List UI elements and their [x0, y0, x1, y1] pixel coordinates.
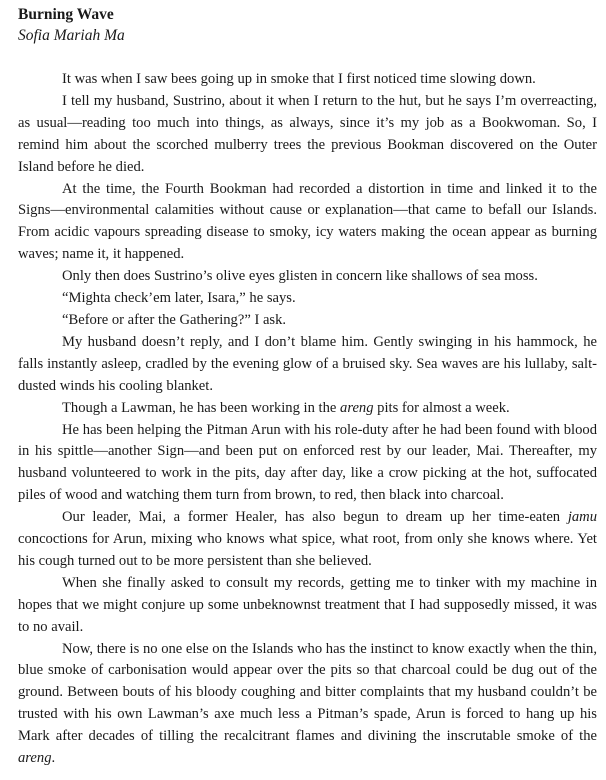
story-author: Sofia Mariah Ma: [18, 27, 125, 44]
story-paragraph: [18, 639, 597, 770]
story-paragraph: [18, 310, 597, 332]
paragraph-text: Now, there is no one else on the Islands who has the instinct to know exactly when the thin, blue smoke of carbonisation would appear over the pits so that charcoal could be dug out of the ground. Between bouts of his bloody coughing and bitter complaints that my husband couldn’t be trusted with his own Lawman’s axe much less a Pitman’s spade, Arun is forced to hang up his Mark after decades of tilling the recalcitrant flames and divining the inscrutable smoke of the: [18, 640, 597, 745]
story-paragraph: [18, 288, 597, 310]
paragraph-text: pits for almost a week.: [373, 399, 510, 416]
story-body: [18, 69, 597, 770]
document-page: [18, 4, 597, 770]
story-paragraph: [18, 332, 597, 398]
paragraph-text: My husband doesn’t reply, and I don’t blame him. Gently swinging in his hammock, he falls instantly asleep, cradled by the evening glow of a bruised sky. Sea waves are his lullaby, salt-dusted winds his cooling blanket.: [18, 333, 597, 394]
paragraph-text: Our leader, Mai, a former Healer, has also begun to dream up her time-eaten: [62, 509, 568, 526]
paragraph-text: concoctions for Arun, mixing who knows what spice, what root, from only she knows where. Yet his cough turned out to be more persistent than she believed.: [18, 531, 597, 569]
story-paragraph: [18, 179, 597, 267]
story-paragraph: [18, 266, 597, 288]
italic-term: areng: [340, 399, 374, 416]
paragraph-text: Though a Lawman, he has been working in the: [62, 399, 341, 416]
story-paragraph: [18, 420, 597, 508]
story-paragraph: [18, 507, 597, 573]
story-paragraph: [18, 91, 597, 179]
paragraph-text: Only then does Sustrino’s olive eyes glisten in concern like shallows of sea moss.: [62, 268, 538, 285]
paragraph-text: He has been helping the Pitman Arun with his role-duty after he had been found with blood in his spittle—another Sign—and been put on enforced rest by our leader, Mai. Thereafter, my husband volunteered to work in the pits, day after day, like a crow picking at the hot, suffocated piles of wood and watching them turn from brown, to red, then black into charcoal.: [18, 421, 597, 504]
paragraph-text: I tell my husband, Sustrino, about it when I return to the hut, but he says I’m overreacting, as usual—reading too much into things, as always, since it’s my job as a Bookwoman. So, I remind him about the scorched mulberry trees the previous Bookman discovered on the Outer Island before he died.: [18, 92, 597, 175]
paragraph-text: At the time, the Fourth Bookman had recorded a distortion in time and linked it to the Signs—environmental calamities without cause or explanation—that came to befall our Islands. From acidic vapours spreading disease to smoky, icy waters making the ocean appear as burning waves; name it, it happened.: [18, 180, 597, 263]
italic-term: areng: [18, 750, 52, 767]
story-paragraph: [18, 69, 597, 91]
italic-term: jamu: [567, 509, 597, 526]
paragraph-text: .: [51, 750, 56, 767]
paragraph-text: It was when I saw bees going up in smoke that I first noticed time slowing down.: [62, 71, 536, 87]
story-paragraph: [18, 398, 597, 420]
paragraph-text: “Before or after the Gathering?” I ask.: [62, 311, 287, 328]
story-paragraph: [18, 573, 597, 639]
paragraph-text: When she finally asked to consult my records, getting me to tinker with my machine in hopes that we might conjure up some unbeknownst treatment that I had supposedly missed, it was to no avail.: [18, 574, 597, 635]
story-title: Burning Wave: [18, 6, 114, 23]
paragraph-text: “Mighta check’em later, Isara,” he says.: [62, 290, 296, 307]
